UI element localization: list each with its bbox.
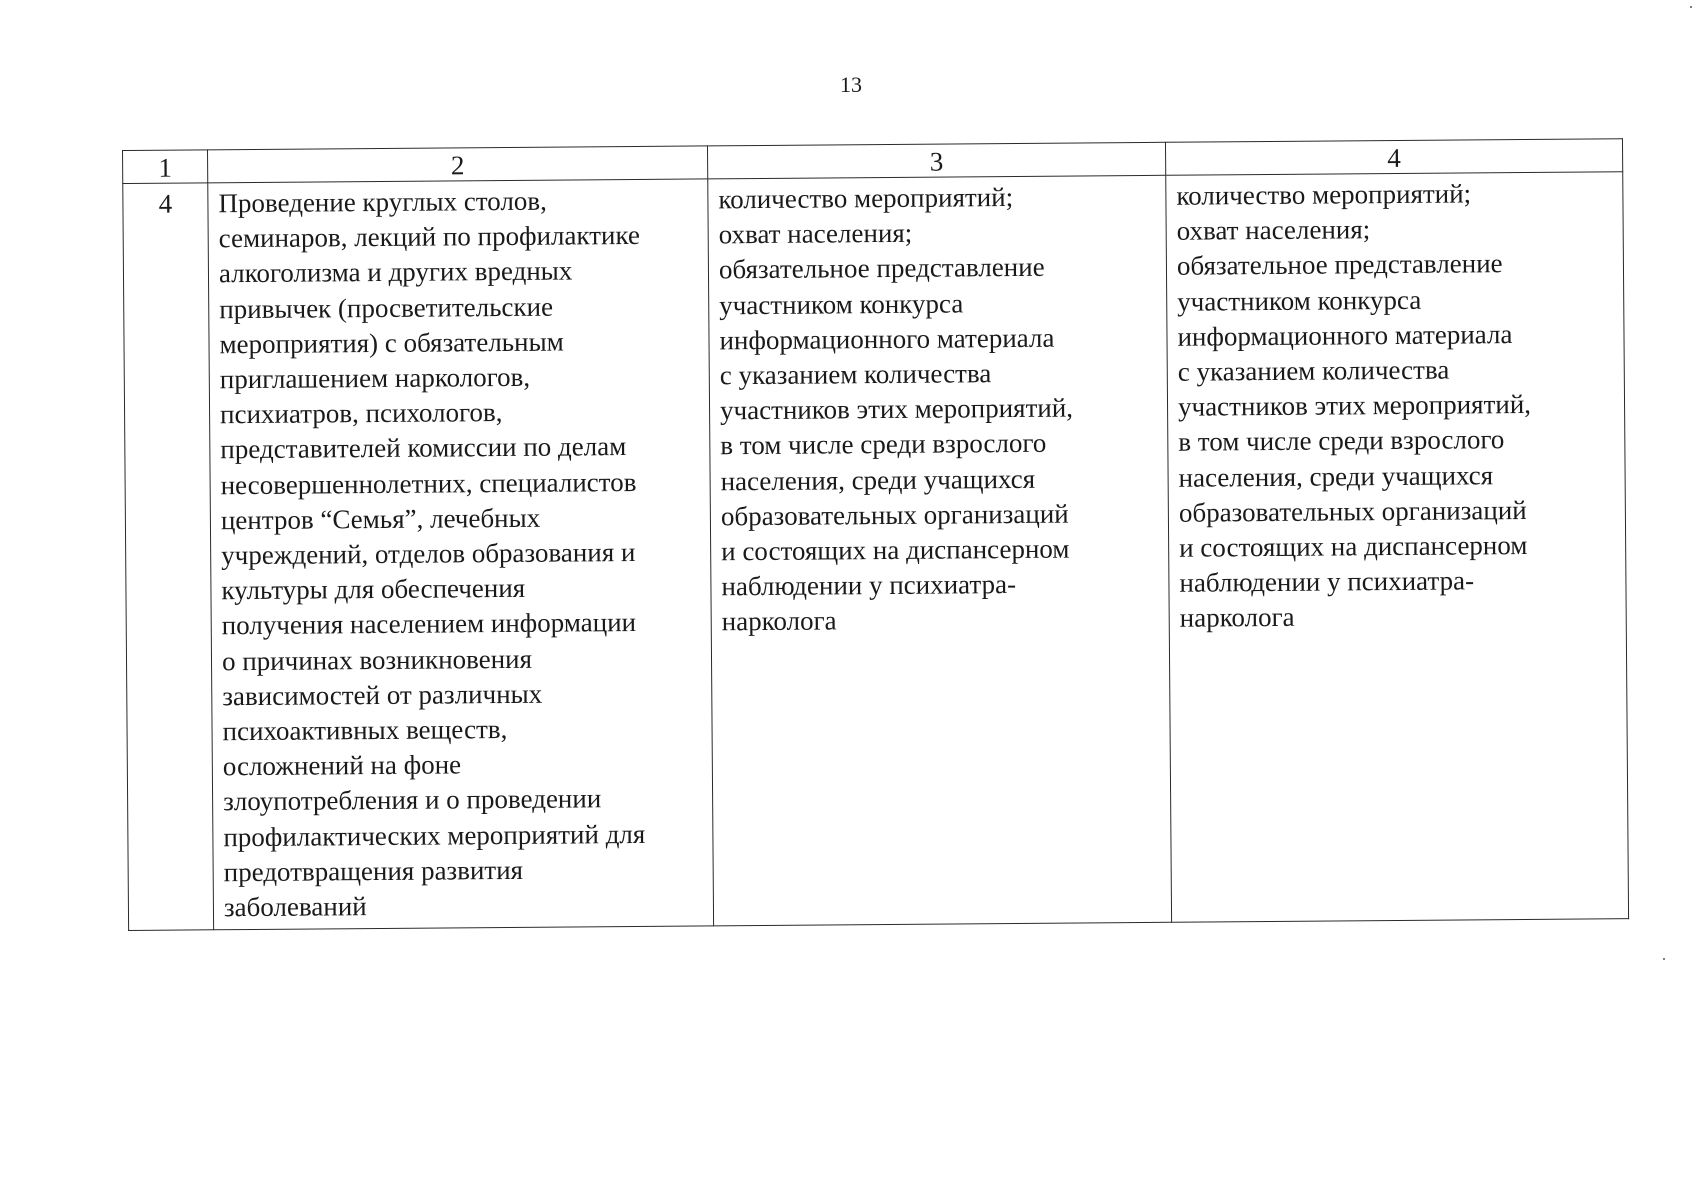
cell-text-line: культуры для обеспечения bbox=[221, 573, 526, 606]
cell-text-line: количество мероприятий; bbox=[718, 182, 1014, 215]
header-cell: 2 bbox=[208, 146, 708, 183]
cell-text-line: с указанием количества bbox=[1177, 354, 1450, 387]
indicators-cell bbox=[708, 175, 1172, 926]
cell-text-line: несовершеннолетних, специалистов bbox=[220, 466, 637, 500]
cell-text-line: обязательное представление bbox=[1176, 248, 1503, 282]
cell-text-line: осложнений на фоне bbox=[222, 749, 462, 782]
cell-text-line: участников этих мероприятий, bbox=[719, 392, 1074, 426]
cell-text-line: обязательное представление bbox=[718, 252, 1045, 285]
cell-text-line: зависимостей от различных bbox=[222, 678, 543, 712]
cell-text-line: о причинах возникновения bbox=[221, 643, 533, 676]
header-cell: 3 bbox=[707, 142, 1165, 179]
cell-text-line: психоактивных веществ, bbox=[222, 714, 508, 747]
cell-text-line: в том числе среди взрослого bbox=[1178, 424, 1505, 458]
cell-text-line: нарколога bbox=[1179, 602, 1295, 634]
cell-text-line: в том числе среди взрослого bbox=[720, 428, 1047, 461]
cell-text-line: количество мероприятий; bbox=[1176, 178, 1472, 211]
cell-text-line: населения, среди учащихся bbox=[1178, 459, 1494, 493]
cell-text-line: алкоголизма и других вредных bbox=[218, 255, 573, 289]
cell-text-line: наблюдении у психиатра- bbox=[1179, 565, 1475, 598]
cell-text-line: участником конкурса bbox=[1177, 284, 1422, 317]
scan-speck bbox=[1690, 6, 1692, 8]
cell-text-line: информационного материала bbox=[719, 322, 1055, 356]
cell-text-line: представителей комиссии по делам bbox=[220, 431, 627, 465]
cell-text-line: охват населения; bbox=[718, 217, 913, 250]
cell-text-line: Проведение круглых столов, bbox=[218, 185, 547, 219]
cell-text-line: с указанием количества bbox=[719, 358, 992, 391]
cell-text-line: заболеваний bbox=[223, 891, 367, 923]
cell-text-line: привычек (просветительские bbox=[219, 291, 554, 324]
activity-description-cell bbox=[208, 179, 714, 930]
criteria-cell bbox=[1166, 172, 1629, 923]
cell-text-line: участников этих мероприятий, bbox=[1177, 389, 1532, 422]
cell-text-line: семинаров, лекций по профилактике bbox=[218, 220, 640, 254]
cell-text-line: мероприятия) с обязательным bbox=[219, 326, 564, 360]
page-number: 13 bbox=[840, 72, 862, 97]
cell-text-line: охват населения; bbox=[1176, 214, 1371, 246]
cell-lines bbox=[218, 182, 703, 925]
cell-text-line: информационного материала bbox=[1177, 318, 1513, 352]
cell-text-line: и состоящих на диспансерном bbox=[1179, 530, 1528, 563]
cell-text-line: злоупотребления и о проведении bbox=[223, 783, 602, 817]
cell-text-line: наблюдении у психиатра- bbox=[721, 569, 1017, 602]
cell-text-line: населения, среди учащихся bbox=[720, 463, 1036, 496]
table-row bbox=[123, 172, 1629, 931]
cell-lines bbox=[1176, 175, 1616, 636]
row-number-cell: 4 bbox=[123, 183, 214, 931]
cell-lines bbox=[718, 179, 1159, 640]
cell-text-line: центров “Семья”, лечебных bbox=[220, 502, 541, 536]
cell-text-line: нарколога bbox=[721, 605, 837, 637]
document-table bbox=[122, 138, 1629, 931]
cell-text-line: образовательных организаций bbox=[1178, 494, 1527, 528]
cell-text-line: и состоящих на диспансерном bbox=[721, 533, 1070, 567]
cell-text-line: предотвращения развития bbox=[223, 854, 524, 888]
cell-text-line: приглашением наркологов, bbox=[219, 361, 531, 395]
cell-text-line: профилактических мероприятий для bbox=[223, 818, 646, 852]
cell-text-line: учреждений, отделов образования и bbox=[221, 537, 636, 571]
cell-text-line: участником конкурса bbox=[719, 288, 964, 320]
cell-text-line: образовательных организаций bbox=[720, 498, 1069, 532]
header-cell: 1 bbox=[123, 150, 208, 184]
scan-speck bbox=[1663, 958, 1665, 960]
cell-text-line: получения населением информации bbox=[221, 607, 637, 641]
cell-text-line: психиатров, психологов, bbox=[219, 397, 503, 430]
header-cell: 4 bbox=[1165, 139, 1622, 176]
